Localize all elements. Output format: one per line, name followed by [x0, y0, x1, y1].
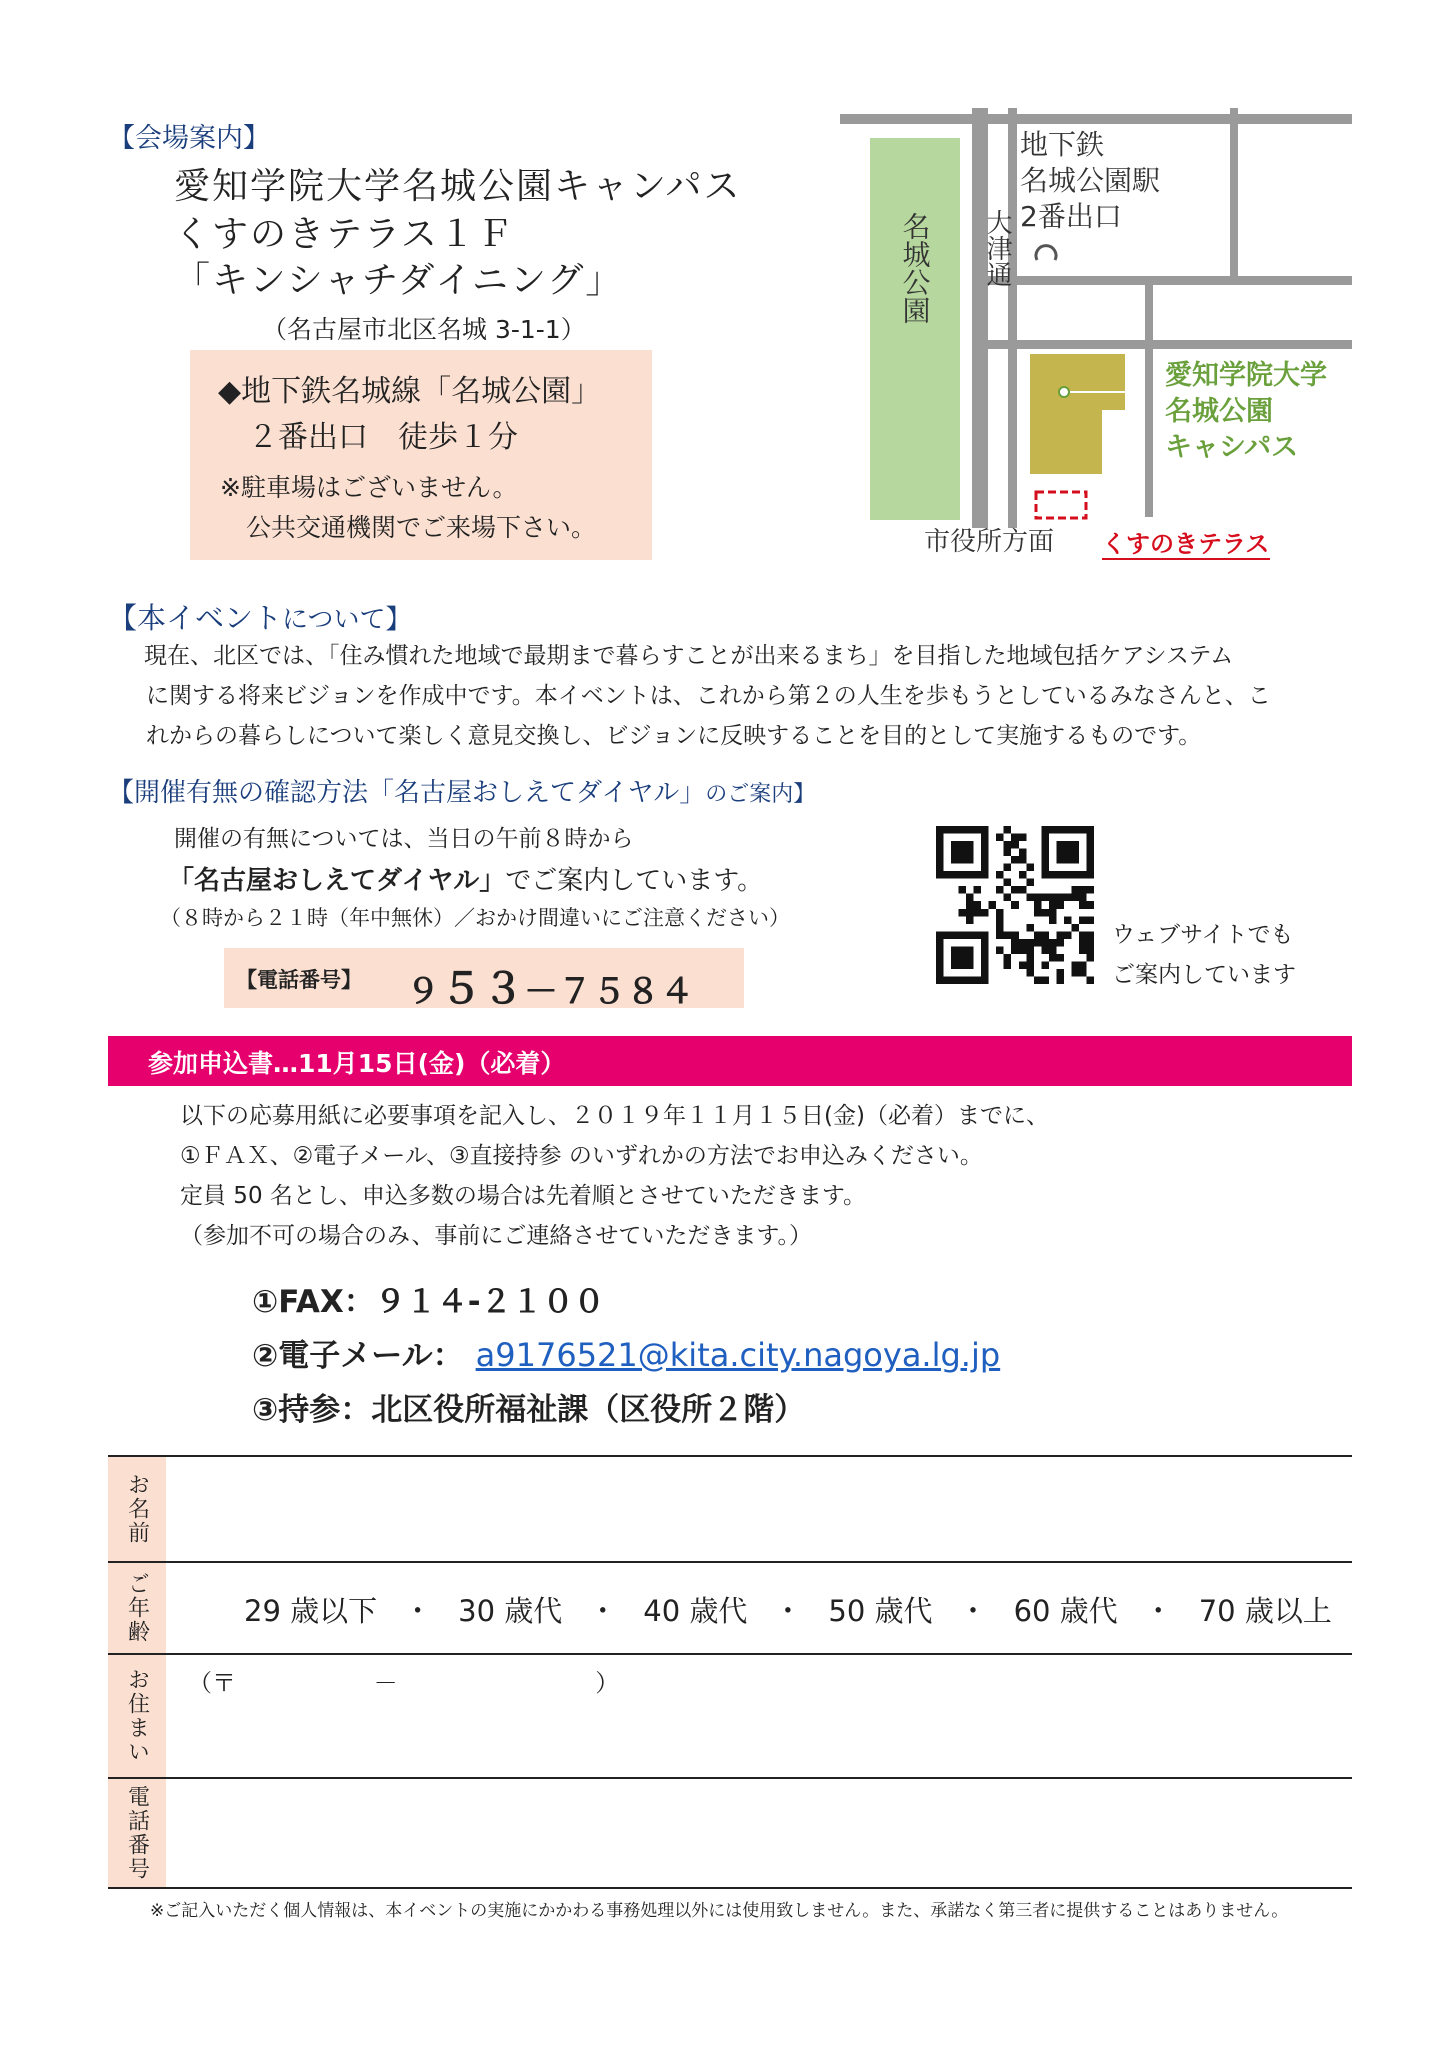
park-area — [870, 138, 960, 520]
privacy-note: ※ご記入いただく個人情報は、本イベントの実施にかかわる事務処理以外には使用致しません。また、承諾なく第三者に提供することはありません。 — [150, 1901, 1289, 1921]
access-line2: ２番出口 徒歩１分 — [248, 420, 518, 455]
age-option[interactable]: 50 歳代 — [828, 1594, 933, 1628]
age-separator: ・ — [1143, 1594, 1173, 1628]
venue-name-line2: くすのきテラス１Ｆ — [174, 214, 515, 255]
map-station-line2: 名城公園駅 — [1020, 164, 1161, 197]
telephone-box — [224, 948, 744, 1013]
tel-part-a: ９ — [406, 972, 440, 1012]
email-label: ②電子メール： — [252, 1338, 464, 1374]
about-line1: 現在、北区では、「住み慣れた地域で最期まで暮らすことが出来るまち」を目指した地域包括ケアシステム — [144, 643, 1234, 669]
bring-method: ③持参：北区役所福祉課（区役所２階） — [252, 1392, 806, 1428]
apply-line3: 定員 50 名とし、申込多数の場合は先着順とさせていただきます。 — [180, 1183, 867, 1209]
tel-part-b: ５３ — [440, 964, 525, 1013]
qr-code[interactable] — [936, 826, 1094, 984]
form-row-phone — [108, 1777, 1352, 1889]
map-station-line3: 2番出口 — [1020, 200, 1122, 233]
form-label-address: お住まい — [108, 1655, 166, 1777]
campus-marker-icon — [1059, 387, 1069, 397]
confirm-line1: 開催の有無については、当日の午前８時から — [174, 826, 634, 852]
dial-name: 「名古屋おしえてダイヤル」 — [168, 866, 506, 896]
age-option[interactable]: 30 歳代 — [458, 1594, 563, 1628]
application-form — [108, 1455, 1352, 1889]
form-label-name: お名前 — [108, 1457, 166, 1561]
confirm-heading-b: のご案内】 — [705, 782, 816, 807]
web-line1: ウェブサイトでも — [1112, 922, 1294, 948]
about-heading-b: について】 — [282, 605, 412, 635]
zip-code-field[interactable] — [188, 1663, 619, 1698]
apply-line1: 以下の応募用紙に必要事項を記入し、２０１９年１１月１５日(金)（必着）までに、 — [180, 1103, 1049, 1129]
email-link[interactable]: a9176521@kita.city.nagoya.lg.jp — [475, 1336, 1001, 1374]
tel-label: 【電話番号】 — [236, 968, 362, 992]
email-method — [252, 1330, 1000, 1375]
form-row-age — [108, 1561, 1352, 1653]
age-options — [244, 1589, 1332, 1630]
map-station-line1: 地下鉄 — [1020, 128, 1105, 161]
confirm-heading — [108, 772, 815, 809]
access-line1: ◆地下鉄名城線「名城公園」 — [218, 374, 602, 409]
form-label-age: ご年齢 — [108, 1563, 166, 1653]
form-row-name — [108, 1455, 1352, 1561]
apply-line4: （参加不可の場合のみ、事前にご連絡させていただきます。） — [180, 1223, 813, 1249]
about-heading-a: 【本イベント — [108, 601, 283, 635]
about-line2: に関する将来ビジョンを作成中です。本イベントは、これから第２の人生を歩もうとしているみなさんと、こ — [146, 683, 1271, 709]
venue-map — [840, 108, 1352, 568]
venue-name-line1: 愛知学院大学名城公園キャンパス — [174, 166, 742, 207]
age-separator: ・ — [773, 1594, 803, 1628]
parking-line1: ※駐車場はございません。 — [220, 473, 518, 502]
venue-name-line3: 「キンシャチダイニング」 — [174, 260, 624, 301]
tel-part-c: －７５８４ — [524, 972, 695, 1012]
age-option[interactable]: 40 歳代 — [643, 1594, 748, 1628]
web-line2: ご案内しています — [1112, 962, 1296, 988]
confirm-line2-rest: でご案内しています。 — [505, 866, 764, 896]
age-option[interactable]: 70 歳以上 — [1198, 1594, 1332, 1628]
age-separator: ・ — [403, 1594, 433, 1628]
map-park-label: 名城公園 — [898, 212, 932, 324]
map-campus-line1: 愛知学院大学 — [1165, 360, 1327, 391]
tel-number[interactable] — [406, 956, 694, 1016]
confirm-line3: （８時から２１時（年中無休）／おかけ間違いにご注意ください） — [160, 906, 790, 930]
application-bar-title: 参加申込書…11月15日(金)（必着） — [148, 1049, 566, 1078]
venue-address: （名古屋市北区名城 3-1-1） — [262, 315, 586, 344]
age-separator: ・ — [958, 1594, 988, 1628]
age-option[interactable]: 60 歳代 — [1013, 1594, 1118, 1628]
parking-line2: 公共交通機関でご来場下さい。 — [246, 513, 597, 542]
apply-line2: ①ＦＡＸ、②電子メール、③直接持参 のいずれかの方法でお申込みください。 — [180, 1143, 983, 1169]
name-field[interactable] — [178, 1467, 1342, 1551]
confirm-heading-a: 【開催有無の確認方法「名古屋おしえてダイヤル」 — [108, 778, 706, 808]
confirm-line2 — [168, 860, 763, 897]
zip-dash: － — [373, 1669, 398, 1697]
zip-suffix: ） — [595, 1669, 620, 1697]
access-box — [190, 350, 652, 560]
form-row-address — [108, 1653, 1352, 1777]
zip-prefix: （〒 — [188, 1669, 236, 1697]
age-separator: ・ — [588, 1594, 618, 1628]
map-direction-label: 市役所方面 — [924, 527, 1055, 557]
age-option[interactable]: 29 歳以下 — [244, 1594, 378, 1628]
map-street-label: 大津通 — [982, 209, 1012, 287]
form-label-phone: 電話番号 — [108, 1779, 166, 1887]
address-field[interactable] — [178, 1701, 1342, 1769]
map-terrace-label: くすのきテラス — [1102, 530, 1270, 558]
venue-heading: 【会場案内】 — [108, 123, 270, 154]
about-line3: れからの暮らしについて楽しく意見交換し、ビジョンに反映することを目的として実施するものです。 — [146, 723, 1202, 749]
map-campus-line2: 名城公園 — [1165, 396, 1273, 427]
map-campus-line3: キャシパス — [1165, 432, 1299, 463]
application-bar — [108, 1036, 1352, 1086]
fax-method: ①FAX：９１４-２１００ — [252, 1284, 605, 1320]
about-heading — [108, 596, 412, 637]
phone-field[interactable] — [178, 1789, 1342, 1877]
